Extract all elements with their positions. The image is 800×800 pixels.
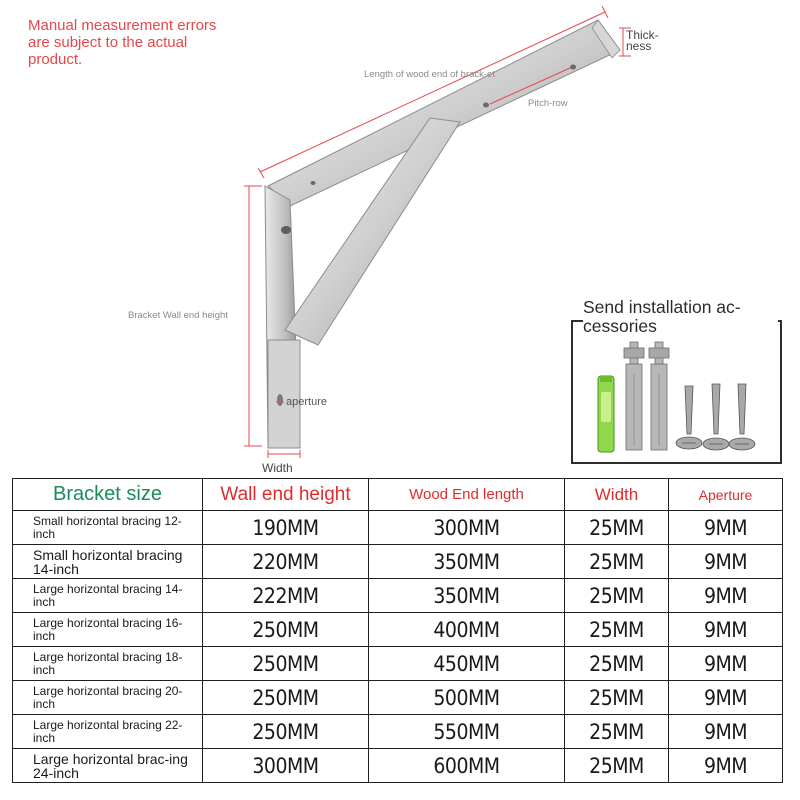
aperture-cell: 9MM [669,579,783,613]
aperture-cell: 9MM [669,647,783,681]
width-cell: 25MM [565,545,669,579]
width-cell: 25MM [565,579,669,613]
width-cell: 25MM [565,681,669,715]
aperture-cell: 9MM [669,715,783,749]
aperture-cell: 9MM [669,613,783,647]
size-cell: Large horizontal bracing 18-inch [13,647,203,681]
accessories-illustration [580,334,780,459]
header-wood-end-length: Wood End length [369,479,565,511]
size-cell: Large horizontal bracing 20-inch [13,681,203,715]
wall-height-cell: 222MM [203,579,369,613]
wood-length-cell: 550MM [369,715,565,749]
table-row [13,613,783,647]
header-wall-end-height: Wall end height [203,479,369,511]
wall-height-cell: 250MM [203,715,369,749]
table-row [13,681,783,715]
width-cell: 25MM [565,613,669,647]
header-width: Width [565,479,669,511]
width-cell: 25MM [565,511,669,545]
wood-length-cell: 500MM [369,681,565,715]
accessories-title: Send installation ac-cessories [583,298,778,336]
wall-height-cell: 250MM [203,681,369,715]
aperture-cell: 9MM [669,511,783,545]
table-row [13,647,783,681]
table-row [13,715,783,749]
wood-length-cell: 350MM [369,579,565,613]
table-row [13,579,783,613]
header-aperture: Aperture [669,479,783,511]
spec-table [12,478,783,783]
size-cell: Large horizontal bracing 22-inch [13,715,203,749]
screw-icon [676,384,755,450]
width-cell: 25MM [565,715,669,749]
wood-length-cell: 450MM [369,647,565,681]
wall-height-cell: 300MM [203,749,369,783]
size-cell: Large horizontal bracing 16-inch [13,613,203,647]
measurement-error-note: Manual measurement errors are subject to the actual product. [28,17,217,68]
wall-height-label: Bracket Wall end height [128,310,228,321]
bracket-top-arm [268,20,620,206]
thickness-label: Thick-ness [626,28,659,53]
bracket-lower-block [268,340,300,448]
width-cell: 25MM [565,647,669,681]
wood-length-label: Length of wood end of brack-et [364,69,495,80]
header-bracket-size: Bracket size [13,479,203,511]
aperture-cell: 9MM [669,749,783,783]
size-cell: Large horizontal brac-ing 24-inch [13,749,203,783]
wall-hole-top [281,226,291,234]
width-label: Width [262,461,293,475]
width-cell: 25MM [565,749,669,783]
wall-height-cell: 190MM [203,511,369,545]
spirit-level-icon [598,376,614,452]
aperture-label: aperture [286,396,327,408]
aperture-cell: 9MM [669,545,783,579]
expansion-bolt-icon [624,342,669,450]
aperture-cell: 9MM [669,681,783,715]
wall-hole-bottom [277,394,283,406]
wood-length-cell: 300MM [369,511,565,545]
wood-length-cell: 350MM [369,545,565,579]
table-row [13,545,783,579]
wall-height-cell: 250MM [203,613,369,647]
table-row [13,511,783,545]
size-cell: Small horizontal bracing 14-inch [13,545,203,579]
size-cell: Small horizontal bracing 12-inch [13,511,203,545]
pitch-row-label: Pitch-row [528,98,568,109]
wall-height-cell: 250MM [203,647,369,681]
wood-length-cell: 600MM [369,749,565,783]
table-row [13,749,783,783]
table-header-row [13,479,783,511]
wall-height-cell: 220MM [203,545,369,579]
wood-length-cell: 400MM [369,613,565,647]
size-cell: Large horizontal bracing 14-inch [13,579,203,613]
